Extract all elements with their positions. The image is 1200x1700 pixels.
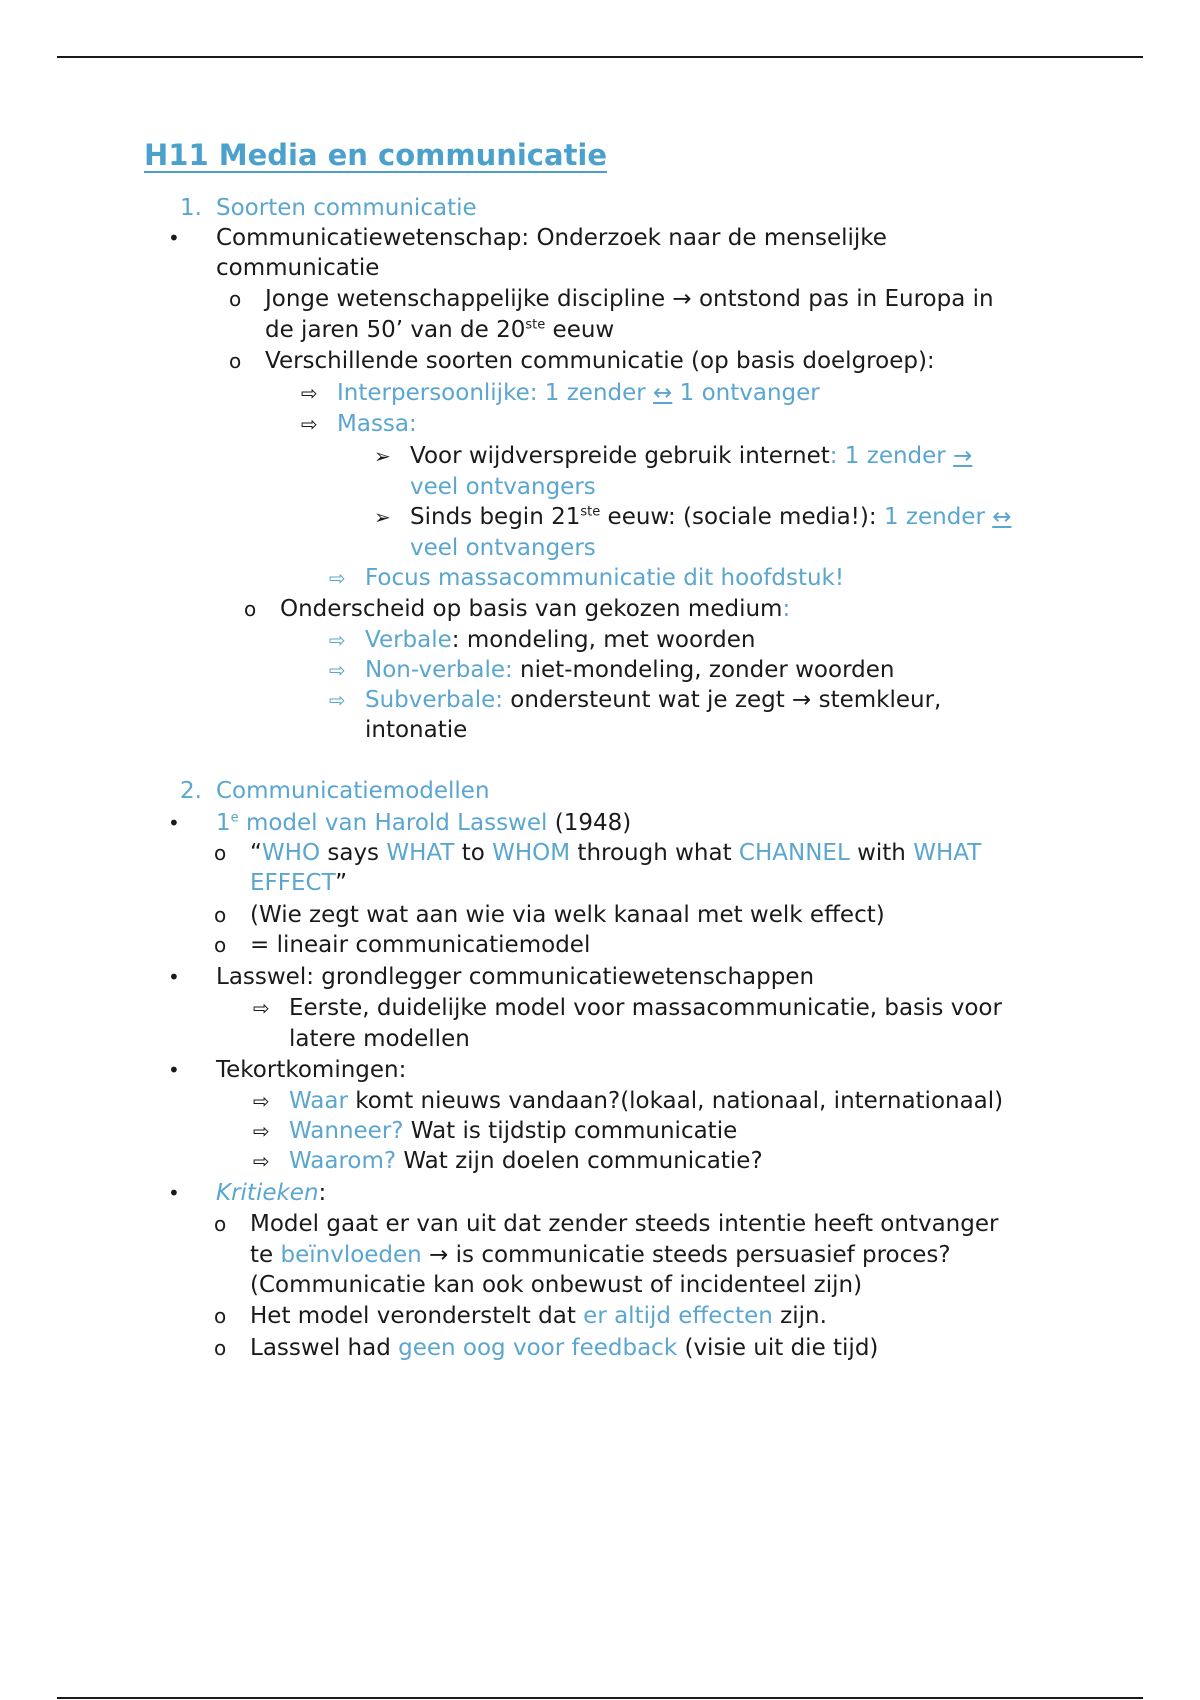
text-span: Interpersoonlijke: 1 zender [337, 380, 654, 406]
section-number: 2. [180, 778, 202, 804]
text-span: eeuw: (sociale media!): [600, 504, 884, 530]
text-span: 1 ontvanger [672, 380, 820, 406]
arrow-bullet-icon: ⇨ [329, 628, 346, 652]
text-span: Wat is tijdstip communicatie [403, 1118, 738, 1144]
list-item-text: intonatie [365, 717, 468, 743]
circle-bullet-icon: o [244, 597, 257, 621]
list-item-text [250, 868, 347, 898]
bullet-icon: • [168, 811, 180, 835]
text-span: Non-verbale: [365, 657, 513, 683]
superscript: ste [580, 504, 601, 520]
text-span: CHANNEL [738, 840, 850, 866]
text-span: WHAT [913, 840, 982, 866]
circle-bullet-icon: o [229, 349, 242, 373]
text-span: : mondeling, met woorden [451, 627, 756, 653]
triangle-bullet-icon: ➢ [374, 505, 391, 529]
list-item-text [365, 625, 755, 655]
list-item-text [410, 441, 972, 471]
text-span: niet-mondeling, zonder woorden [512, 657, 895, 683]
text-span: Subverbale: [365, 687, 503, 713]
bidirectional-arrow-icon: ↔ [992, 504, 1012, 530]
text-span: de jaren 50’ van de 20 [265, 317, 526, 343]
list-item-text: veel ontvangers [410, 535, 596, 561]
list-item-text [289, 1146, 763, 1176]
text-span: with [849, 840, 914, 866]
text-span: model van Harold Lasswel [238, 810, 548, 836]
list-item-text [250, 1301, 827, 1331]
arrow-bullet-icon: ⇨ [301, 381, 318, 405]
arrow-bullet-icon: ⇨ [329, 688, 346, 712]
bidirectional-arrow-icon: ↔ [653, 380, 673, 406]
circle-bullet-icon: o [214, 1304, 227, 1328]
text-span: ” [335, 870, 348, 896]
list-item-text: Verschillende soorten communicatie (op basis doelgroep): [265, 348, 935, 374]
arrow-bullet-icon: ⇨ [301, 412, 318, 436]
text-span: WHO [261, 840, 321, 866]
list-item-text: (Wie zegt wat aan wie via welk kanaal met welk effect) [250, 902, 885, 928]
page-title: H11 Media en communicatie [144, 138, 608, 172]
bullet-icon: • [168, 226, 180, 250]
superscript: e [230, 810, 239, 826]
list-item-text: Communicatiewetenschap: Onderzoek naar de menselijke [216, 225, 887, 251]
arrow-bullet-icon: ⇨ [253, 1119, 270, 1143]
list-item-text: Massa: [337, 411, 417, 437]
text-span: Waar [289, 1088, 348, 1114]
text-span: : 1 zender [829, 443, 954, 469]
text-span: WHOM [492, 840, 571, 866]
bullet-icon: • [168, 1181, 180, 1205]
circle-bullet-icon: o [214, 933, 227, 957]
list-item-text: veel ontvangers [410, 474, 596, 500]
text-span: Het model veronderstelt dat [250, 1303, 584, 1329]
list-item-text [250, 838, 981, 868]
arrow-bullet-icon: ⇨ [253, 1149, 270, 1173]
text-span: 1 [216, 810, 231, 836]
text-span: (visie uit die tijd) [677, 1335, 879, 1361]
text-span: ondersteunt wat je zegt → stemkleur, [502, 687, 942, 713]
arrow-bullet-icon: ⇨ [329, 658, 346, 682]
circle-bullet-icon: o [229, 287, 242, 311]
section-heading: Soorten communicatie [216, 195, 477, 221]
text-span: 1 zender [883, 504, 993, 530]
text-span: Onderscheid op basis van gekozen medium [280, 596, 783, 622]
list-item-text [365, 655, 894, 685]
text-span: eeuw [545, 317, 615, 343]
text-span: “ [250, 840, 262, 866]
list-item-text [289, 1116, 737, 1146]
list-item-text [216, 808, 631, 838]
arrow-bullet-icon: ⇨ [253, 996, 270, 1020]
list-item-text: = lineair communicatiemodel [250, 932, 591, 958]
circle-bullet-icon: o [214, 841, 227, 865]
list-item-text [410, 502, 1012, 532]
arrow-bullet-icon: ⇨ [253, 1089, 270, 1113]
circle-bullet-icon: o [214, 1336, 227, 1360]
text-span: Lasswel had [250, 1335, 399, 1361]
text-span: Kritieken [216, 1180, 319, 1206]
section-heading: Communicatiemodellen [216, 778, 490, 804]
footer-rule [57, 1697, 1143, 1699]
text-span: zijn. [772, 1303, 827, 1329]
text-span: geen oog voor feedback [398, 1335, 678, 1361]
list-item-text: Tekortkomingen: [216, 1057, 407, 1083]
text-span: Sinds begin 21 [410, 504, 581, 530]
bullet-icon: • [168, 965, 180, 989]
text-span: Wat zijn doelen communicatie? [396, 1148, 763, 1174]
circle-bullet-icon: o [214, 1212, 227, 1236]
list-item-text: Jonge wetenschappelijke discipline → ontstond pas in Europa in [265, 286, 994, 312]
text-span: to [454, 840, 493, 866]
right-arrow-icon: → [953, 443, 973, 469]
list-item-text [216, 1178, 326, 1208]
text-span: te [250, 1242, 281, 1268]
text-span: (1948) [547, 810, 632, 836]
text-span: beïnvloeden [280, 1242, 422, 1268]
list-item-text [337, 378, 820, 408]
text-span: Verbale [365, 627, 452, 653]
list-item-text: Eerste, duidelijke model voor massacommunicatie, basis voor [289, 995, 1002, 1021]
arrow-bullet-icon: ⇨ [329, 566, 346, 590]
list-item-text [289, 1086, 1003, 1116]
text-span: EFFECT [250, 870, 336, 896]
header-rule [57, 56, 1143, 58]
text-span: Wanneer? [289, 1118, 404, 1144]
text-span: komt nieuws vandaan?(lokaal, nationaal, internationaal) [347, 1088, 1004, 1114]
text-span: er altijd effecten [583, 1303, 773, 1329]
text-span: → is communicatie steeds persuasief proces? [421, 1242, 951, 1268]
list-item-text [265, 315, 614, 345]
list-item-text: latere modellen [289, 1026, 470, 1052]
list-item-text [250, 1333, 878, 1363]
text-span: : [782, 596, 791, 622]
section-number: 1. [180, 195, 202, 221]
list-item-text: Focus massacommunicatie dit hoofdstuk! [365, 565, 845, 591]
superscript: ste [525, 317, 546, 333]
text-span: through what [570, 840, 739, 866]
circle-bullet-icon: o [214, 903, 227, 927]
bullet-icon: • [168, 1058, 180, 1082]
text-span: Waarom? [289, 1148, 397, 1174]
triangle-bullet-icon: ➢ [374, 444, 391, 468]
list-item-text: communicatie [216, 255, 380, 281]
text-span: WHAT [386, 840, 455, 866]
text-span: Voor wijdverspreide gebruik internet [410, 443, 830, 469]
list-item-text [280, 594, 790, 624]
list-item-text: Model gaat er van uit dat zender steeds intentie heeft ontvanger [250, 1211, 999, 1237]
list-item-text [365, 685, 941, 715]
text-span: : [318, 1180, 327, 1206]
list-item-text [250, 1240, 951, 1270]
list-item-text: (Communicatie kan ook onbewust of incidenteel zijn) [250, 1272, 863, 1298]
text-span: says [320, 840, 387, 866]
list-item-text: Lasswel: grondlegger communicatiewetenschappen [216, 964, 815, 990]
